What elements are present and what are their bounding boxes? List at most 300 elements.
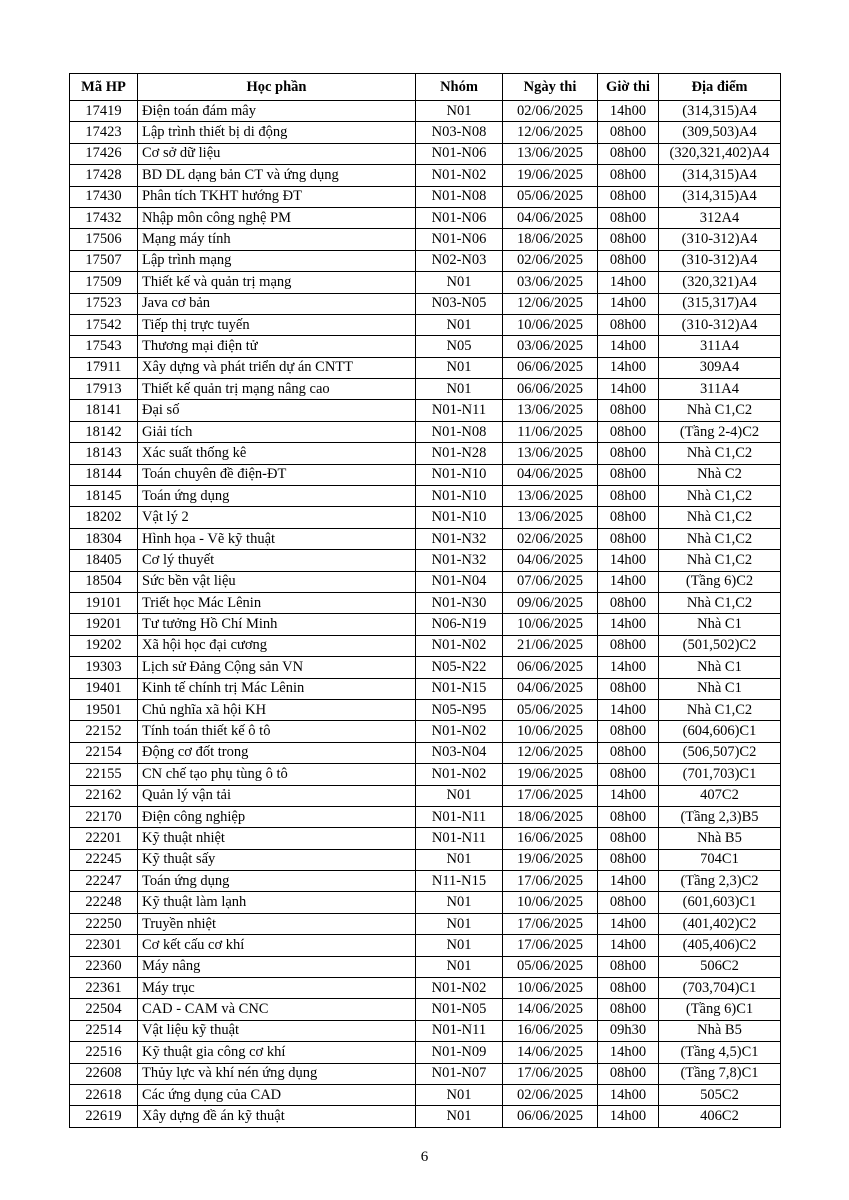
table-row (70, 1106, 781, 1127)
cell-exam-date: 04/06/2025 (503, 550, 598, 571)
cell-course-name: Toán ứng dụng (138, 871, 416, 892)
cell-group: N01 (416, 357, 503, 378)
cell-course-code: 19303 (70, 657, 138, 678)
table-row (70, 293, 781, 314)
cell-exam-date: 10/06/2025 (503, 614, 598, 635)
cell-exam-date: 06/06/2025 (503, 357, 598, 378)
cell-location: (310-312)A4 (659, 250, 781, 271)
cell-course-code: 17419 (70, 101, 138, 122)
cell-course-code: 22608 (70, 1063, 138, 1084)
cell-group: N11-N15 (416, 871, 503, 892)
cell-course-name: Kỹ thuật gia công cơ khí (138, 1042, 416, 1063)
cell-exam-time: 14h00 (598, 336, 659, 357)
cell-course-code: 17506 (70, 229, 138, 250)
table-row (70, 592, 781, 613)
cell-course-name: Lập trình thiết bị di động (138, 122, 416, 143)
cell-group: N05-N22 (416, 657, 503, 678)
cell-location: (703,704)C1 (659, 978, 781, 999)
cell-exam-date: 17/06/2025 (503, 935, 598, 956)
cell-course-code: 18141 (70, 400, 138, 421)
table-row (70, 913, 781, 934)
cell-group: N01 (416, 935, 503, 956)
cell-location: Nhà C1,C2 (659, 400, 781, 421)
cell-exam-date: 19/06/2025 (503, 165, 598, 186)
cell-location: (Tầng 2,3)B5 (659, 806, 781, 827)
cell-course-code: 17542 (70, 314, 138, 335)
cell-exam-date: 03/06/2025 (503, 336, 598, 357)
cell-location: (320,321,402)A4 (659, 143, 781, 164)
cell-course-name: Điện công nghiệp (138, 806, 416, 827)
table-row (70, 657, 781, 678)
cell-course-code: 22504 (70, 999, 138, 1020)
cell-course-code: 22247 (70, 871, 138, 892)
table-row (70, 122, 781, 143)
cell-course-name: Giải tích (138, 421, 416, 442)
cell-exam-date: 05/06/2025 (503, 956, 598, 977)
cell-course-name: Cơ sở dữ liệu (138, 143, 416, 164)
cell-exam-date: 12/06/2025 (503, 742, 598, 763)
cell-group: N06-N19 (416, 614, 503, 635)
cell-exam-date: 14/06/2025 (503, 999, 598, 1020)
cell-exam-time: 08h00 (598, 229, 659, 250)
cell-group: N03-N04 (416, 742, 503, 763)
cell-course-name: Lập trình mạng (138, 250, 416, 271)
cell-course-name: Xác suất thống kê (138, 443, 416, 464)
cell-exam-date: 06/06/2025 (503, 1106, 598, 1127)
cell-group: N01-N11 (416, 400, 503, 421)
cell-exam-date: 13/06/2025 (503, 507, 598, 528)
cell-course-name: Vật liệu kỹ thuật (138, 1020, 416, 1041)
cell-location: Nhà C1 (659, 657, 781, 678)
cell-course-name: Kỹ thuật làm lạnh (138, 892, 416, 913)
cell-group: N03-N05 (416, 293, 503, 314)
cell-course-name: Đại số (138, 400, 416, 421)
cell-exam-time: 08h00 (598, 165, 659, 186)
cell-course-code: 18304 (70, 528, 138, 549)
cell-exam-time: 08h00 (598, 764, 659, 785)
cell-course-code: 17523 (70, 293, 138, 314)
cell-course-name: Kỹ thuật sấy (138, 849, 416, 870)
cell-exam-time: 08h00 (598, 1063, 659, 1084)
table-row (70, 614, 781, 635)
cell-exam-time: 08h00 (598, 849, 659, 870)
cell-course-name: Xã hội học đại cương (138, 635, 416, 656)
cell-course-name: Thương mại điện tử (138, 336, 416, 357)
cell-course-code: 22250 (70, 913, 138, 934)
table-row (70, 1084, 781, 1105)
cell-group: N01-N10 (416, 507, 503, 528)
cell-group: N01 (416, 849, 503, 870)
cell-location: Nhà C1,C2 (659, 528, 781, 549)
table-row (70, 379, 781, 400)
cell-course-code: 17911 (70, 357, 138, 378)
table-row (70, 421, 781, 442)
cell-course-name: Mạng máy tính (138, 229, 416, 250)
cell-group: N01-N11 (416, 1020, 503, 1041)
cell-course-name: Thủy lực và khí nén ứng dụng (138, 1063, 416, 1084)
cell-course-name: Các ứng dụng của CAD (138, 1084, 416, 1105)
cell-course-code: 18405 (70, 550, 138, 571)
table-row (70, 935, 781, 956)
cell-course-code: 19101 (70, 592, 138, 613)
cell-exam-date: 07/06/2025 (503, 571, 598, 592)
table-row (70, 1063, 781, 1084)
cell-group: N01-N32 (416, 528, 503, 549)
cell-course-code: 17428 (70, 165, 138, 186)
cell-course-name: Triết học Mác Lênin (138, 592, 416, 613)
table-row (70, 186, 781, 207)
cell-exam-date: 10/06/2025 (503, 314, 598, 335)
cell-exam-time: 14h00 (598, 785, 659, 806)
cell-group: N01-N08 (416, 186, 503, 207)
table-body (70, 101, 781, 1128)
cell-exam-date: 18/06/2025 (503, 806, 598, 827)
cell-exam-date: 16/06/2025 (503, 1020, 598, 1041)
cell-course-name: Tiếp thị trực tuyến (138, 314, 416, 335)
cell-exam-date: 13/06/2025 (503, 400, 598, 421)
cell-course-name: Tính toán thiết kế ô tô (138, 721, 416, 742)
cell-course-code: 22516 (70, 1042, 138, 1063)
table-row (70, 314, 781, 335)
cell-location: (701,703)C1 (659, 764, 781, 785)
cell-course-code: 17507 (70, 250, 138, 271)
table-row (70, 101, 781, 122)
cell-group: N01-N06 (416, 229, 503, 250)
cell-course-code: 22245 (70, 849, 138, 870)
cell-exam-date: 16/06/2025 (503, 828, 598, 849)
cell-location: 506C2 (659, 956, 781, 977)
cell-group: N01-N07 (416, 1063, 503, 1084)
cell-course-code: 19201 (70, 614, 138, 635)
page-number: 6 (420, 1149, 429, 1165)
table-row (70, 165, 781, 186)
cell-group: N01 (416, 101, 503, 122)
table-row (70, 635, 781, 656)
cell-group: N01 (416, 272, 503, 293)
cell-exam-time: 14h00 (598, 699, 659, 720)
cell-group: N01-N06 (416, 143, 503, 164)
table-row (70, 486, 781, 507)
cell-location: 704C1 (659, 849, 781, 870)
cell-group: N01 (416, 956, 503, 977)
cell-group: N01-N02 (416, 721, 503, 742)
cell-location: (314,315)A4 (659, 186, 781, 207)
cell-course-code: 22301 (70, 935, 138, 956)
cell-location: 309A4 (659, 357, 781, 378)
cell-exam-time: 08h00 (598, 207, 659, 228)
cell-exam-time: 08h00 (598, 956, 659, 977)
cell-exam-date: 04/06/2025 (503, 207, 598, 228)
cell-exam-time: 08h00 (598, 421, 659, 442)
cell-location: (310-312)A4 (659, 314, 781, 335)
exam-schedule-table (69, 73, 781, 1128)
table-row (70, 571, 781, 592)
cell-course-code: 17509 (70, 272, 138, 293)
cell-course-name: Tư tưởng Hồ Chí Minh (138, 614, 416, 635)
cell-exam-time: 14h00 (598, 379, 659, 400)
cell-location: 406C2 (659, 1106, 781, 1127)
cell-location: 505C2 (659, 1084, 781, 1105)
cell-exam-date: 10/06/2025 (503, 892, 598, 913)
cell-course-name: CAD - CAM và CNC (138, 999, 416, 1020)
cell-location: (501,502)C2 (659, 635, 781, 656)
cell-location: (Tầng 4,5)C1 (659, 1042, 781, 1063)
cell-exam-time: 08h00 (598, 314, 659, 335)
header-course-name: Học phần (138, 74, 416, 101)
cell-course-code: 22514 (70, 1020, 138, 1041)
cell-group: N01-N11 (416, 828, 503, 849)
cell-group: N01 (416, 913, 503, 934)
cell-course-name: Thiết kế quản trị mạng nâng cao (138, 379, 416, 400)
cell-exam-date: 06/06/2025 (503, 657, 598, 678)
cell-course-name: BD DL dạng bản CT và ứng dụng (138, 165, 416, 186)
cell-course-name: Động cơ đốt trong (138, 742, 416, 763)
cell-course-name: Xây dựng đề án kỹ thuật (138, 1106, 416, 1127)
cell-course-code: 22162 (70, 785, 138, 806)
cell-exam-time: 08h00 (598, 742, 659, 763)
cell-course-code: 22201 (70, 828, 138, 849)
cell-group: N01 (416, 892, 503, 913)
cell-group: N01-N02 (416, 764, 503, 785)
cell-exam-date: 05/06/2025 (503, 186, 598, 207)
cell-course-code: 17423 (70, 122, 138, 143)
cell-exam-date: 19/06/2025 (503, 764, 598, 785)
cell-course-code: 17543 (70, 336, 138, 357)
cell-exam-date: 21/06/2025 (503, 635, 598, 656)
cell-exam-date: 10/06/2025 (503, 721, 598, 742)
cell-exam-date: 06/06/2025 (503, 379, 598, 400)
cell-course-code: 22154 (70, 742, 138, 763)
cell-course-name: Toán ứng dụng (138, 486, 416, 507)
cell-course-code: 19501 (70, 699, 138, 720)
cell-group: N01 (416, 1106, 503, 1127)
table-row (70, 849, 781, 870)
table-row (70, 207, 781, 228)
cell-exam-time: 08h00 (598, 635, 659, 656)
cell-group: N05 (416, 336, 503, 357)
cell-group: N03-N08 (416, 122, 503, 143)
header-exam-date: Ngày thi (503, 74, 598, 101)
cell-exam-date: 17/06/2025 (503, 1063, 598, 1084)
cell-exam-time: 08h00 (598, 999, 659, 1020)
cell-location: Nhà C1,C2 (659, 699, 781, 720)
cell-group: N01-N30 (416, 592, 503, 613)
cell-group: N01-N02 (416, 978, 503, 999)
cell-location: (401,402)C2 (659, 913, 781, 934)
cell-group: N01 (416, 1084, 503, 1105)
cell-course-name: Nhập môn công nghệ PM (138, 207, 416, 228)
cell-location: (405,406)C2 (659, 935, 781, 956)
cell-exam-time: 14h00 (598, 101, 659, 122)
cell-exam-time: 08h00 (598, 528, 659, 549)
cell-exam-time: 08h00 (598, 507, 659, 528)
cell-exam-time: 08h00 (598, 806, 659, 827)
header-course-code: Mã HP (70, 74, 138, 101)
cell-group: N01-N08 (416, 421, 503, 442)
cell-location: Nhà C1,C2 (659, 507, 781, 528)
cell-course-code: 22618 (70, 1084, 138, 1105)
cell-course-name: Máy nâng (138, 956, 416, 977)
cell-course-name: Xây dựng và phát triển dự án CNTT (138, 357, 416, 378)
cell-exam-date: 10/06/2025 (503, 978, 598, 999)
cell-exam-date: 17/06/2025 (503, 871, 598, 892)
cell-course-code: 22155 (70, 764, 138, 785)
cell-location: Nhà B5 (659, 828, 781, 849)
cell-exam-time: 08h00 (598, 678, 659, 699)
cell-exam-date: 12/06/2025 (503, 293, 598, 314)
cell-course-name: Kỹ thuật nhiệt (138, 828, 416, 849)
cell-exam-time: 14h00 (598, 550, 659, 571)
cell-group: N01-N11 (416, 806, 503, 827)
table-row (70, 764, 781, 785)
cell-exam-date: 13/06/2025 (503, 443, 598, 464)
cell-location: Nhà C1,C2 (659, 443, 781, 464)
cell-course-name: Thiết kế và quản trị mạng (138, 272, 416, 293)
cell-exam-time: 08h00 (598, 892, 659, 913)
cell-course-name: Cơ kết cấu cơ khí (138, 935, 416, 956)
cell-exam-date: 03/06/2025 (503, 272, 598, 293)
table-row (70, 806, 781, 827)
header-location: Địa điểm (659, 74, 781, 101)
table-row (70, 272, 781, 293)
cell-exam-date: 13/06/2025 (503, 486, 598, 507)
cell-group: N01-N04 (416, 571, 503, 592)
cell-exam-time: 14h00 (598, 1042, 659, 1063)
cell-exam-time: 08h00 (598, 143, 659, 164)
cell-course-code: 22619 (70, 1106, 138, 1127)
cell-course-code: 22248 (70, 892, 138, 913)
table-row (70, 699, 781, 720)
cell-exam-time: 08h00 (598, 721, 659, 742)
cell-course-code: 22360 (70, 956, 138, 977)
cell-course-name: Máy trục (138, 978, 416, 999)
cell-location: (Tầng 2-4)C2 (659, 421, 781, 442)
cell-exam-date: 02/06/2025 (503, 101, 598, 122)
cell-course-name: Chủ nghĩa xã hội KH (138, 699, 416, 720)
cell-location: 311A4 (659, 336, 781, 357)
cell-course-code: 18504 (70, 571, 138, 592)
table-row (70, 250, 781, 271)
cell-course-code: 22170 (70, 806, 138, 827)
cell-location: (Tầng 2,3)C2 (659, 871, 781, 892)
table-row (70, 742, 781, 763)
cell-location: Nhà C1 (659, 678, 781, 699)
table-row (70, 999, 781, 1020)
table-row (70, 229, 781, 250)
cell-location: (309,503)A4 (659, 122, 781, 143)
cell-course-name: CN chế tạo phụ tùng ô tô (138, 764, 416, 785)
cell-course-code: 18143 (70, 443, 138, 464)
table-row (70, 550, 781, 571)
table-row (70, 828, 781, 849)
cell-exam-time: 14h00 (598, 935, 659, 956)
cell-exam-date: 04/06/2025 (503, 678, 598, 699)
table-row (70, 956, 781, 977)
cell-location: (Tầng 7,8)C1 (659, 1063, 781, 1084)
cell-exam-date: 12/06/2025 (503, 122, 598, 143)
cell-group: N01-N15 (416, 678, 503, 699)
cell-location: (315,317)A4 (659, 293, 781, 314)
cell-exam-time: 14h00 (598, 614, 659, 635)
cell-exam-date: 11/06/2025 (503, 421, 598, 442)
table-row (70, 357, 781, 378)
cell-group: N01-N05 (416, 999, 503, 1020)
cell-course-name: Hình họa - Vẽ kỹ thuật (138, 528, 416, 549)
cell-group: N01 (416, 379, 503, 400)
table-row (70, 143, 781, 164)
cell-location: (506,507)C2 (659, 742, 781, 763)
cell-group: N01 (416, 785, 503, 806)
cell-exam-time: 14h00 (598, 871, 659, 892)
cell-course-name: Vật lý 2 (138, 507, 416, 528)
table-row (70, 528, 781, 549)
cell-course-code: 19202 (70, 635, 138, 656)
cell-location: Nhà C1,C2 (659, 592, 781, 613)
cell-location: (604,606)C1 (659, 721, 781, 742)
cell-location: (310-312)A4 (659, 229, 781, 250)
cell-location: (Tầng 6)C1 (659, 999, 781, 1020)
cell-course-name: Lịch sử Đảng Cộng sản VN (138, 657, 416, 678)
cell-course-name: Phân tích TKHT hướng ĐT (138, 186, 416, 207)
cell-group: N01-N28 (416, 443, 503, 464)
cell-course-name: Điện toán đám mây (138, 101, 416, 122)
cell-course-name: Java cơ bản (138, 293, 416, 314)
cell-exam-date: 13/06/2025 (503, 143, 598, 164)
cell-exam-time: 14h00 (598, 357, 659, 378)
cell-course-code: 18202 (70, 507, 138, 528)
cell-exam-time: 14h00 (598, 293, 659, 314)
table-row (70, 871, 781, 892)
cell-course-name: Sức bền vật liệu (138, 571, 416, 592)
cell-course-name: Cơ lý thuyết (138, 550, 416, 571)
cell-group: N01 (416, 314, 503, 335)
cell-course-code: 17913 (70, 379, 138, 400)
cell-exam-date: 14/06/2025 (503, 1042, 598, 1063)
cell-exam-time: 08h00 (598, 122, 659, 143)
table-row (70, 1020, 781, 1041)
cell-exam-time: 08h00 (598, 486, 659, 507)
cell-exam-time: 14h00 (598, 571, 659, 592)
cell-exam-time: 08h00 (598, 186, 659, 207)
table-row (70, 721, 781, 742)
table-row (70, 978, 781, 999)
cell-exam-date: 17/06/2025 (503, 785, 598, 806)
cell-location: Nhà B5 (659, 1020, 781, 1041)
table-row (70, 443, 781, 464)
cell-location: Nhà C1,C2 (659, 550, 781, 571)
cell-exam-date: 04/06/2025 (503, 464, 598, 485)
cell-course-name: Truyền nhiệt (138, 913, 416, 934)
cell-course-code: 22152 (70, 721, 138, 742)
cell-course-name: Quản lý vận tải (138, 785, 416, 806)
table-row (70, 507, 781, 528)
header-exam-time: Giờ thi (598, 74, 659, 101)
cell-exam-time: 08h00 (598, 828, 659, 849)
cell-course-code: 18142 (70, 421, 138, 442)
cell-exam-date: 02/06/2025 (503, 528, 598, 549)
cell-course-name: Kinh tế chính trị Mác Lênin (138, 678, 416, 699)
table-row (70, 400, 781, 421)
cell-location: 407C2 (659, 785, 781, 806)
cell-exam-time: 08h00 (598, 592, 659, 613)
cell-exam-time: 14h00 (598, 657, 659, 678)
cell-course-code: 18144 (70, 464, 138, 485)
cell-location: Nhà C2 (659, 464, 781, 485)
cell-course-name: Toán chuyên đề điện-ĐT (138, 464, 416, 485)
cell-group: N01-N32 (416, 550, 503, 571)
cell-exam-date: 09/06/2025 (503, 592, 598, 613)
cell-exam-time: 14h00 (598, 913, 659, 934)
